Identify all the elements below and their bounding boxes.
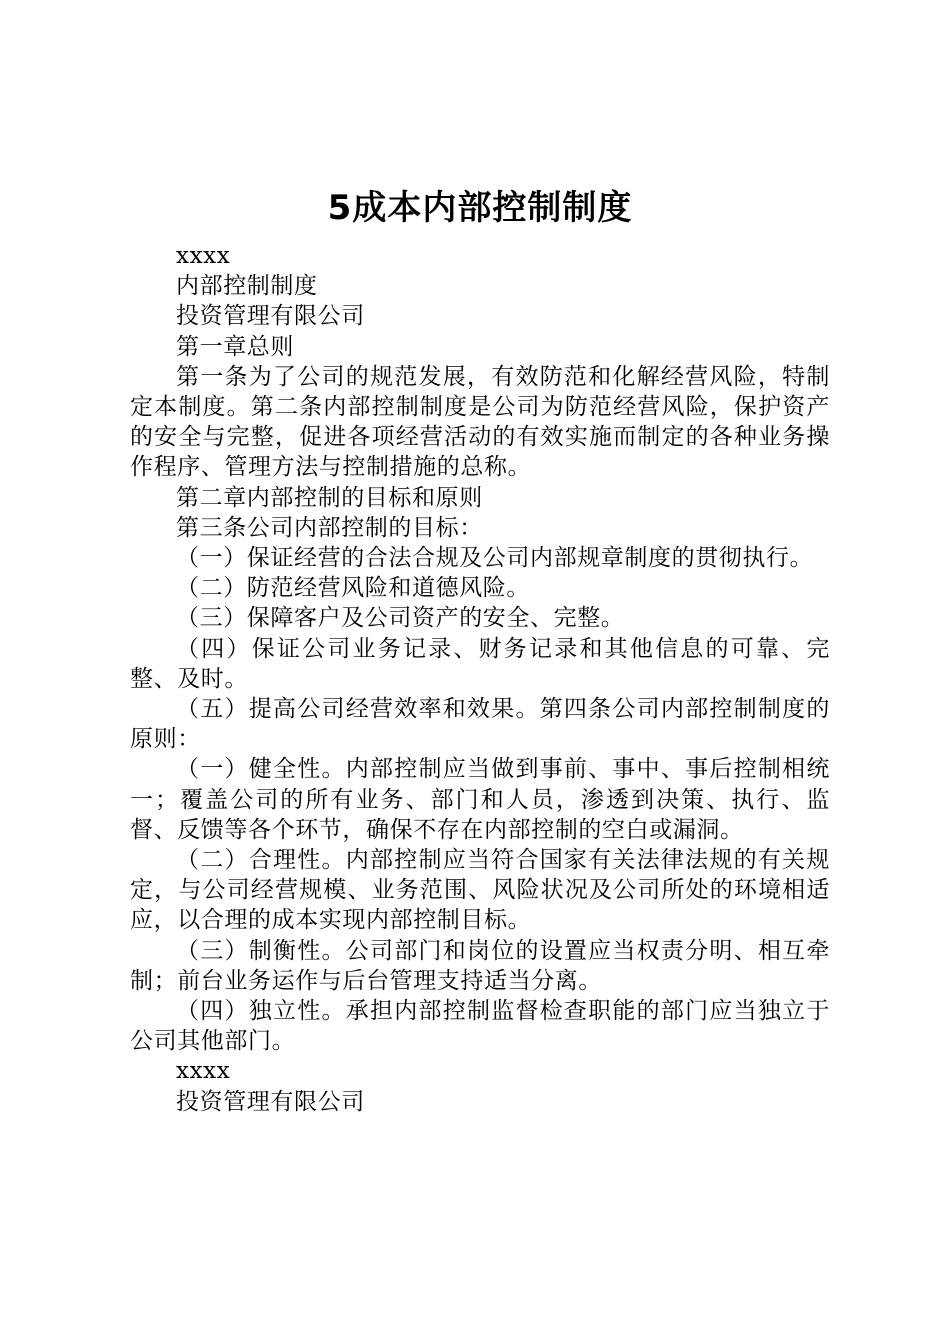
chapter-heading-1: 第一章总则	[176, 333, 294, 360]
paragraph-goal-5-article-4: （五）提高公司经营效率和效果。第四条公司内部控制制度的原则：	[130, 696, 830, 753]
paragraph-principle-2: （二）合理性。内部控制应当符合国家有关法律法规的有关规定，与公司经营规模、业务范围、风险状况及公司所处的环境相适应，以合理的成本实现内部控制目标。	[130, 847, 830, 934]
paragraph-company-2: 投资管理有限公司	[176, 1088, 365, 1115]
paragraph-article-3: 第三条公司内部控制的目标：	[176, 514, 483, 541]
paragraph-placeholder-name: xxxx	[176, 243, 231, 269]
paragraph-article-1-2: 第一条为了公司的规范发展，有效防范和化解经营风险，特制定本制度。第二条内部控制制度是公司为防范经营风险，保护资产的安全与完整，促进各项经营活动的有效实施而制定的各种业务操作程序、管理方法与控制措施的总称。	[130, 363, 830, 481]
document-title: 5成本内部控制制度	[327, 188, 633, 228]
paragraph-principle-4: （四）独立性。承担内部控制监督检查职能的部门应当独立于公司其他部门。	[130, 998, 830, 1055]
paragraph-placeholder-name-2: xxxx	[176, 1058, 231, 1085]
document-body	[130, 241, 830, 1117]
chapter-heading-2: 第二章内部控制的目标和原则	[176, 484, 483, 511]
paragraph-doc-name: 内部控制制度	[176, 273, 318, 300]
paragraph-goal-4: （四）保证公司业务记录、财务记录和其他信息的可靠、完整、及时。	[130, 635, 830, 692]
paragraph-goal-1: （一）保证经营的合法合规及公司内部规章制度的贯彻执行。	[176, 545, 814, 572]
paragraph-principle-3: （三）制衡性。公司部门和岗位的设置应当权责分明、相互牵制；前台业务运作与后台管理支持适当分离。	[130, 937, 830, 994]
paragraph-goal-2: （二）防范经营风险和道德风险。	[176, 575, 530, 602]
paragraph-company: 投资管理有限公司	[176, 303, 365, 330]
paragraph-principle-1: （一）健全性。内部控制应当做到事前、事中、事后控制相统一；覆盖公司的所有业务、部门和人员，渗透到决策、执行、监督、反馈等各个环节，确保不存在内部控制的空白或漏洞。	[130, 756, 830, 843]
paragraph-goal-3: （三）保障客户及公司资产的安全、完整。	[176, 605, 625, 632]
